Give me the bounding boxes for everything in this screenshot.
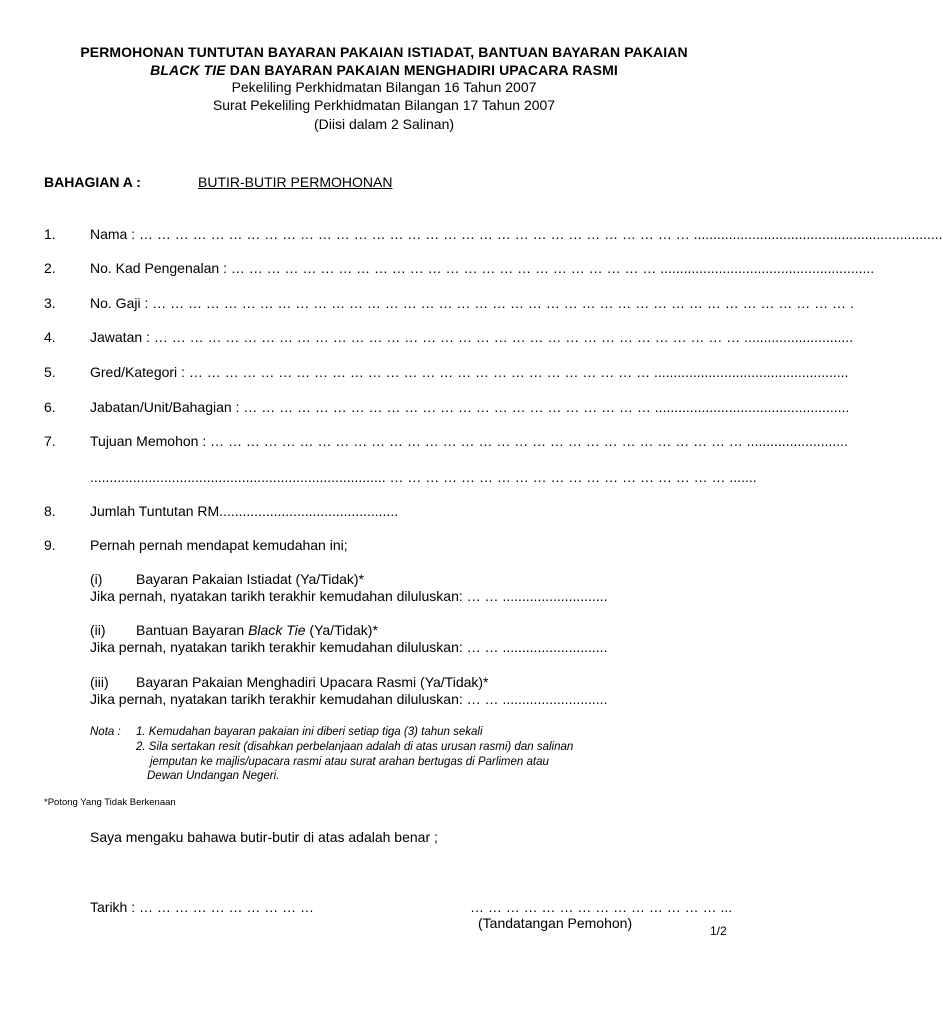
signature-line[interactable]: … … … … … … … … … … … … … … ... xyxy=(470,899,733,915)
field-1-input-line[interactable]: Nama : … … … … … … … … … … … … … … … … … … … … … … … … … … … … … … … ................................................................ xyxy=(90,226,943,242)
nota-line-1: 1. Kemudahan bayaran pakaian ini diberi setiap tiga (3) tahun sekali xyxy=(136,726,483,738)
field-5-input-line[interactable]: Gred/Kategori : … … … … … … … … … … … … … … … … … … … … … … … … … … .................................................. xyxy=(90,364,849,380)
field-9-label: Pernah pernah mendapat kemudahan ini; xyxy=(90,537,348,553)
form-title-line-2 xyxy=(0,62,768,78)
section-title: BUTIR-BUTIR PERMOHONAN xyxy=(198,174,393,190)
copies-note: (Diisi dalam 2 Salinan) xyxy=(313,116,455,132)
signature-caption: (Tandatangan Pemohon) xyxy=(478,915,633,931)
sub-item-2-label-italic: Black Tie xyxy=(248,622,306,638)
field-2-input-line[interactable]: No. Kad Pengenalan : … … … … … … … … … … … … … … … … … … … … … … … … ....................................................... xyxy=(90,260,875,276)
nota-line-2: 2. Sila sertakan resit (disahkan perbelanjaan adalah di atas urusan rasmi) dan salinan xyxy=(136,741,574,753)
nota-label: Nota : xyxy=(90,726,121,738)
form-title-line-1: PERMOHONAN TUNTUTAN BAYARAN PAKAIAN ISTIADAT, BANTUAN BAYARAN PAKAIAN xyxy=(80,44,688,60)
field-8-amount[interactable]: Jumlah Tuntutan RM.............................................. xyxy=(90,503,399,519)
sub-item-2-label-post: (Ya/Tidak)* xyxy=(305,622,378,638)
form-title-line-2-rest: DAN BAYARAN PAKAIAN MENGHADIRI UPACARA RASMI xyxy=(225,62,618,78)
footnote: *Potong Yang Tidak Berkenaan xyxy=(44,797,176,808)
field-4-input-line[interactable]: Jawatan : … … … … … … … … … … … … … … … … … … … … … … … … … … … … … … … … … ............................ xyxy=(90,329,854,345)
field-1-number: 1. xyxy=(44,226,56,242)
sub-item-2-label-pre: Bantuan Bayaran xyxy=(136,622,249,638)
field-7-continuation-line[interactable]: ............................................................................ … … … … … … … … … … … … … … … … … … … ....... xyxy=(90,469,757,485)
sub-item-3-roman: (iii) xyxy=(90,674,109,690)
section-label: BAHAGIAN A : xyxy=(44,174,141,190)
date-field[interactable]: Tarikh : … … … … … … … … … … xyxy=(90,899,315,915)
declaration-text: Saya mengaku bahawa butir-butir di atas adalah benar ; xyxy=(90,829,438,845)
field-9-number: 9. xyxy=(44,537,56,553)
nota-line-4: Dewan Undangan Negeri. xyxy=(147,770,280,782)
field-7-number: 7. xyxy=(44,433,56,449)
field-5-number: 5. xyxy=(44,364,56,380)
sub-item-2-date-line[interactable]: Jika pernah, nyatakan tarikh terakhir kemudahan diluluskan: … … ........................... xyxy=(90,639,608,655)
field-4-number: 4. xyxy=(44,329,56,345)
sub-item-1-date-line[interactable]: Jika pernah, nyatakan tarikh terakhir kemudahan diluluskan: … … ........................... xyxy=(90,588,608,604)
sub-item-2-roman: (ii) xyxy=(90,622,106,638)
field-7-input-line[interactable]: Tujuan Memohon : … … … … … … … … … … … … … … … … … … … … … … … … … … … … … … .......................... xyxy=(90,433,848,449)
sub-item-1-label-pre: Bayaran Pakaian Istiadat (Ya/Tidak)* xyxy=(136,571,365,587)
sub-item-1-label[interactable] xyxy=(136,571,364,587)
field-6-number: 6. xyxy=(44,399,56,415)
black-tie-italic: BLACK TIE xyxy=(150,62,226,78)
circular-reference-1: Pekeliling Perkhidmatan Bilangan 16 Tahun 2007 xyxy=(231,79,537,95)
sub-item-3-date-line[interactable]: Jika pernah, nyatakan tarikh terakhir kemudahan diluluskan: … … ........................... xyxy=(90,691,608,707)
field-3-number: 3. xyxy=(44,295,56,311)
circular-reference-2: Surat Pekeliling Perkhidmatan Bilangan 17 Tahun 2007 xyxy=(212,97,556,113)
sub-item-2-label[interactable] xyxy=(136,622,378,638)
page-number: 1/2 xyxy=(710,924,727,938)
field-2-number: 2. xyxy=(44,260,56,276)
sub-item-3-label-pre: Bayaran Pakaian Menghadiri Upacara Rasmi (Ya/Tidak)* xyxy=(136,674,489,690)
field-6-input-line[interactable]: Jabatan/Unit/Bahagian : … … … … … … … … … … … … … … … … … … … … … … … .................................................. xyxy=(90,399,850,415)
sub-item-3-label[interactable] xyxy=(136,674,489,690)
field-8-number: 8. xyxy=(44,503,56,519)
sub-item-1-roman: (i) xyxy=(90,571,103,587)
field-3-input-line[interactable]: No. Gaji : … … … … … … … … … … … … … … … … … … … … … … … … … … … … … … … … … … … … … … … . xyxy=(90,295,854,311)
nota-line-3: jemputan ke majlis/upacara rasmi atau surat arahan bertugas di Parlimen atau xyxy=(150,756,549,768)
